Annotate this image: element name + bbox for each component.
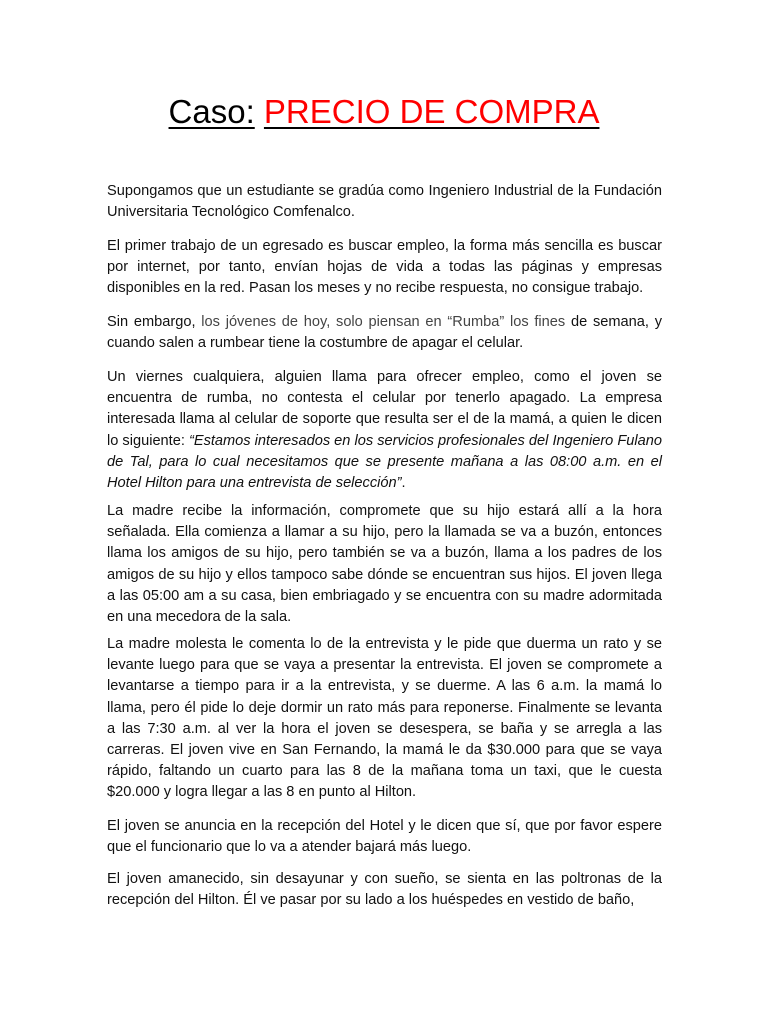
paragraph-8: El joven amanecido, sin desayunar y con sueño, se sienta en las poltronas de la recepción del Hilton. Él ve pasar por su lado a los huéspedes en vestido de baño, — [107, 871, 662, 909]
paragraph-2: El primer trabajo de un egresado es buscar empleo, la forma más sencilla es buscar por internet, por tanto, envían hojas de vida a todas las páginas y empresas disponibles en la red. Pasan los meses y no recibe respuesta, no consigue trabajo. — [107, 238, 662, 297]
paragraph-3-highlight: los jóvenes de hoy, solo piensan en “Rumba” los fines — [195, 314, 566, 330]
paragraph-7: El joven se anuncia en la recepción del Hotel y le dicen que sí, que por favor espere que el funcionario que lo va a atender bajará más luego. — [107, 818, 662, 856]
paragraph-1: Supongamos que un estudiante se gradúa como Ingeniero Industrial de la Fundación Universitaria Tecnológico Comfenalco. — [107, 183, 662, 221]
paragraph-4 — [107, 367, 662, 494]
paragraph-3-end: de semana, y cuando salen a rumbear tiene la costumbre de apagar el celular. — [107, 314, 662, 352]
paragraph-6: La madre molesta le comenta lo de la entrevista y le pide que duerma un rato y se levante luego para que se vaya a presentar la entrevista. El joven se compromete a levantarse a tiempo para ir a la entrevista, y se duerme. A las 6 a.m. la mamá lo llama, pero él pide lo deje dormir un rato más para reponerse. Finalmente se levanta a las 7:30 a.m. al ver la hora el joven se desespera, se baña y se arregla a las carreras. El joven vive en San Fernando, la mamá le da $30.000 para que se vaya rápido, faltando un cuarto para las 8 de la mañana toma un taxi, que le cuesta $20.000 y logra llegar a las 8 en punto al Hilton. — [107, 636, 662, 801]
paragraph-4-end: . — [401, 475, 406, 492]
title-prefix: Caso: — [168, 93, 255, 130]
paragraph-5: La madre recibe la información, compromete que su hijo estará allí a la hora señalada. Ella comienza a llamar a su hijo, pero la llamada se va a buzón, entonces llama los amigos de su hijo, pero también se va a buzón, llama a los padres de los amigos de su hijo y ellos tampoco sabe dónde se encuentran sus hijos. El joven llega a las 05:00 am a su casa, bien embriagado y se encuentra con su madre adormitada en una mecedora de la sala. — [107, 503, 662, 626]
paragraph-4-quote: “Estamos interesados en los servicios profesionales del Ingeniero Fulano de Tal, para lo cual necesitamos que se presente mañana a las 08:00 a.m. en el Hotel Hilton para una entrevista de selección” — [107, 432, 662, 492]
paragraph-4-lead: Un viernes cualquiera, alguien llama para ofrecer empleo, como el joven se encuentra de rumba, no contesta el celular por tenerlo apagado. La empresa interesada llama al celular de soporte que resulta ser el de la mamá, a quien le dicen lo siguiente: — [107, 369, 662, 449]
document-title — [0, 88, 768, 136]
paragraph-3 — [107, 312, 662, 354]
title-main: PRECIO DE COMPRA — [263, 93, 600, 130]
paragraph-3-start: Sin embargo, — [107, 314, 196, 330]
